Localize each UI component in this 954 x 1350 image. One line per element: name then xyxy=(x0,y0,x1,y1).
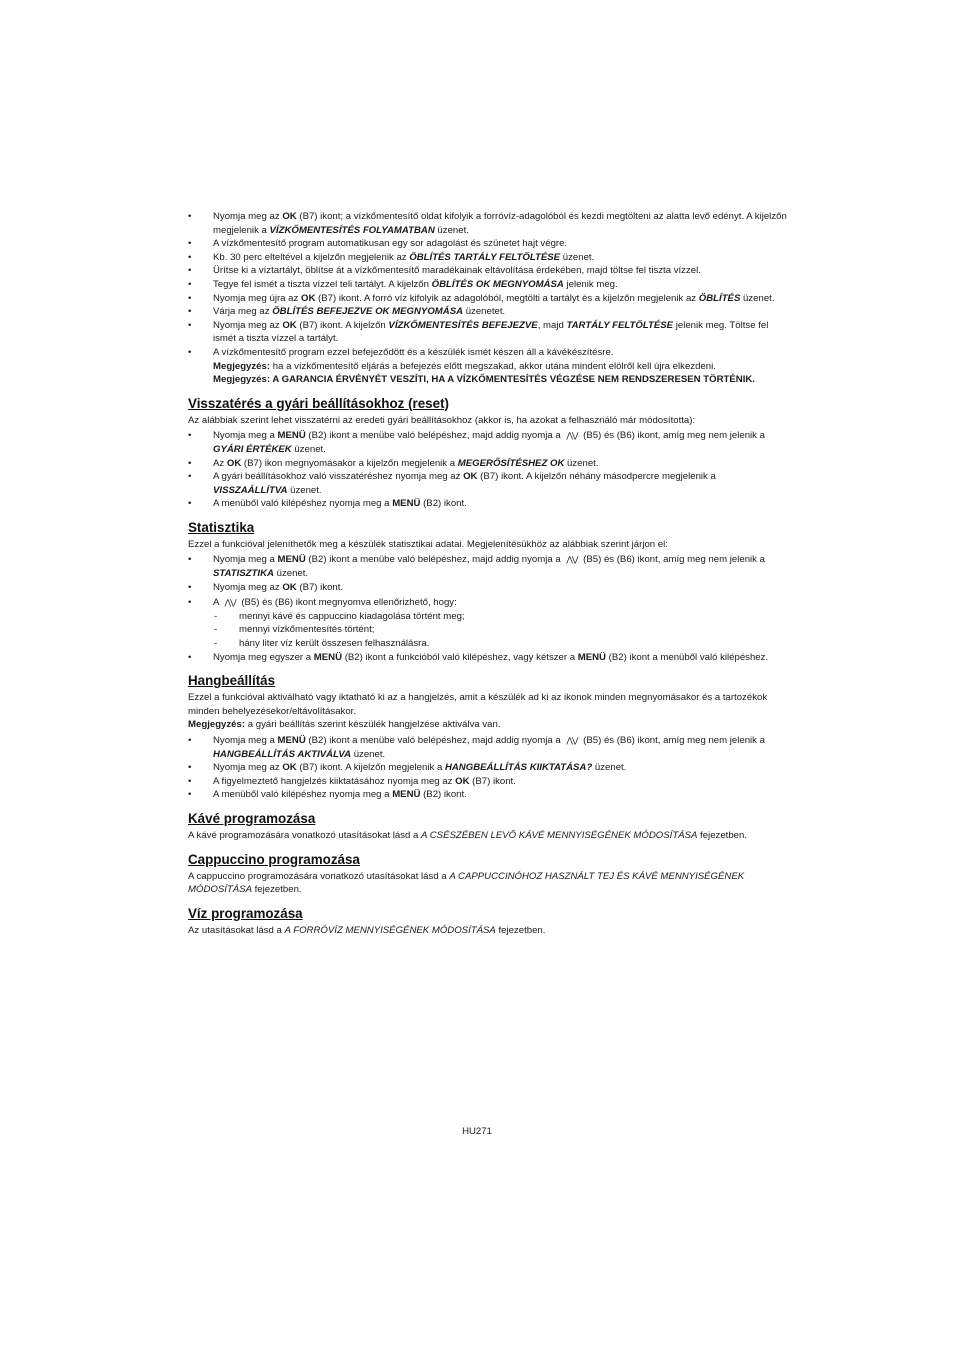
list-item: • Az OK (B7) ikon megnyomásakor a kijelzőn megjelenik a MEGERŐSÍTÉSHEZ OK üzenet. xyxy=(188,457,788,471)
list-item: • A ⋀⋁ (B5) és (B6) ikont megnyomva ellenőrizhető, hogy: xyxy=(188,596,788,610)
list-item: • Nyomja meg a MENÜ (B2) ikont a menübe való belépéshez, majd addig nyomja a ⋀⋁ (B5) és (B6) ikont, amíg meg nem jelenik a STATISZTIKA üzenet. xyxy=(188,553,788,580)
list-item: • Várja meg az ÖBLÍTÉS BEFEJEZVE OK MEGNYOMÁSA üzenetet. xyxy=(188,305,788,319)
section-title-statistics: Statisztika xyxy=(188,519,255,535)
list-item: • A menüből való kilépéshez nyomja meg a MENÜ (B2) ikont. xyxy=(188,788,788,802)
section-intro: Ezzel a funkcióval jeleníthetők meg a készülék statisztikai adatai. Megjelenítésükhöz az alábbiak szerint járjon el: xyxy=(188,538,668,550)
section-title-coffee: Kávé programozása xyxy=(188,810,316,826)
warranty-note: Megjegyzés: A GARANCIA ÉRVÉNYÉT VESZÍTI, HA A VÍZKŐMENTESÍTÉS VÉGZÉSE NEM RENDSZERESEN TÖRTÉNIK. xyxy=(213,374,755,386)
list-item: • Nyomja meg egyszer a MENÜ (B2) ikont a funkcióból való kilépéshez, vagy kétszer a MENÜ (B2) ikont a menüből való kilépéshez. xyxy=(188,651,788,665)
up-down-arrows-icon: ⋀⋁ xyxy=(566,431,578,441)
note: Megjegyzés: ha a vízkőmentesítő eljárás a befejezés előtt megszakad, akkor utána mindent elölről kell újra elkezdeni. xyxy=(213,360,716,372)
section-title-sound: Hangbeállítás xyxy=(188,673,276,689)
list-item: • Ürítse ki a víztartályt, öblítse át a vízkőmentesítő maradékainak eltávolítása érdekében, majd töltse fel tiszta vízzel. xyxy=(188,264,788,278)
list-item: • Nyomja meg az OK (B7) ikont. A kijelzőn megjelenik a HANGBEÁLLÍTÁS KIIKTATÁSA? üzenet. xyxy=(188,761,788,775)
list-item: • Tegye fel ismét a tiszta vízzel teli tartályt. A kijelzőn ÖBLÍTÉS OK MEGNYOMÁSA jelenik meg. xyxy=(188,278,788,292)
list-item: • Nyomja meg az OK (B7) ikont. xyxy=(188,581,788,595)
list-item: • Nyomja meg az OK (B7) ikont. A kijelzőn VÍZKŐMENTESÍTÉS BEFEJEZVE, majd TARTÁLY FELTÖLTÉSE jelenik meg. Töltse fel ismét a tiszta vízzel a tartályt. xyxy=(188,319,788,346)
list-item: • A figyelmeztető hangjelzés kiiktatásához nyomja meg az OK (B7) ikont. xyxy=(188,775,788,789)
up-down-arrows-icon: ⋀⋁ xyxy=(566,736,578,745)
list-item: • Nyomja meg az OK (B7) ikont; a vízkőmentesítő oldat kifolyik a forróvíz-adagolóból és kezdi megtölteni az alatta levő edényt. A kijelzőn megjelenik a VÍZKŐMENTESÍTÉS FOLYAMATBAN üzenet. xyxy=(188,210,788,237)
page-content xyxy=(188,210,788,937)
reset-steps xyxy=(188,429,788,511)
up-down-arrows-icon: ⋀⋁ xyxy=(566,555,578,565)
section-title-reset: Visszatérés a gyári beállításokhoz (reset) xyxy=(188,395,449,411)
up-down-arrows-icon: ⋀⋁ xyxy=(224,598,236,608)
sub-list-item: - mennyi kávé és cappuccino kiadagolása történt meg; xyxy=(188,610,788,624)
sub-list-item: - hány liter víz került összesen felhasználásra. xyxy=(188,637,788,651)
descaling-steps xyxy=(188,210,788,387)
sound-steps xyxy=(188,734,788,802)
statistics-steps xyxy=(188,553,788,664)
section-intro: Ezzel a funkcióval aktiválható vagy iktatható ki az a hangjelzés, amit a készülék ad ki az ikonok minden megnyomásakor és a tartozékok minden behelyezésekor/eltávolításakor. xyxy=(188,692,768,717)
section-title-cappuccino: Cappuccino programozása xyxy=(188,851,360,867)
page-number: HU271 xyxy=(462,1126,492,1137)
sub-list-item: - mennyi vízkőmentesítés történt; xyxy=(188,623,788,637)
note: Megjegyzés: a gyári beállítás szerint készülék hangjelzése aktiválva van. xyxy=(188,719,501,731)
list-item: • Nyomja meg a MENÜ (B2) ikont a menübe való belépéshez, majd addig nyomja a ⋀⋁ (B5) és (B6) ikont, amíg meg nem jelenik a GYÁRI ÉRTÉKEK üzenet. xyxy=(188,429,788,456)
list-item: • A gyári beállításokhoz való visszatéréshez nyomja meg az OK (B7) ikont. A kijelzőn néhány másodpercre megjelenik a VISSZAÁLLÍTVA üzenet. xyxy=(188,470,788,497)
list-item: • A vízkőmentesítő program ezzel befejeződött és a készülék ismét készen áll a kávékészítésre. Megjegyzés: ha a vízkőmentesítő eljárás a befejezés előtt megszakad, akkor utána mindent elölről kell újra elkezdeni. Megjegyzés: A GARANCIA ÉRVÉNYÉT VESZÍTI, HA A VÍZKŐMENTESÍTÉS VÉGZÉSE NEM RENDSZERESEN TÖRTÉNIK. xyxy=(188,346,788,387)
list-item: • Nyomja meg újra az OK (B7) ikont. A forró víz kifolyik az adagolóból, megtölti a tartályt és a kijelzőn megjelenik az ÖBLÍTÉS üzenet. xyxy=(188,292,788,306)
section-text: A cappuccino programozására vonatkozó utasításokat lásd a A CAPPUCCINÓHOZ HASZNÁLT TEJ ÉS KÁVÉ MENNYISÉGÉNEK MÓDOSÍTÁSA fejezetben. xyxy=(188,870,745,896)
section-intro: Az alábbiak szerint lehet visszatérni az eredeti gyári beállításokhoz (akkor is, ha azokat a felhasználó már módosította): xyxy=(188,414,696,426)
section-text: Az utasításokat lásd a A FORRÓVÍZ MENNYISÉGÉNEK MÓDOSÍTÁSA fejezetben. xyxy=(188,924,546,936)
list-item: • Nyomja meg a MENÜ (B2) ikont a menübe való belépéshez, majd addig nyomja a ⋀⋁ (B5) és (B6) ikont, amíg meg nem jelenik a HANGBEÁLLÍTÁS AKTIVÁLVA üzenet. xyxy=(188,734,788,761)
list-item: • A vízkőmentesítő program automatikusan egy sor adagolást és szünetet hajt végre. xyxy=(188,237,788,251)
list-item: • Kb. 30 perc elteltével a kijelzőn megjelenik az ÖBLÍTÉS TARTÁLY FELTÖLTÉSE üzenet. xyxy=(188,251,788,265)
list-item: • A menüből való kilépéshez nyomja meg a MENÜ (B2) ikont. xyxy=(188,497,788,511)
section-title-water: Víz programozása xyxy=(188,905,303,921)
section-text: A kávé programozására vonatkozó utasításokat lásd a A CSÉSZÉBEN LEVŐ KÁVÉ MENNYISÉGÉNEK MÓDOSÍTÁSA fejezetben. xyxy=(188,829,747,841)
